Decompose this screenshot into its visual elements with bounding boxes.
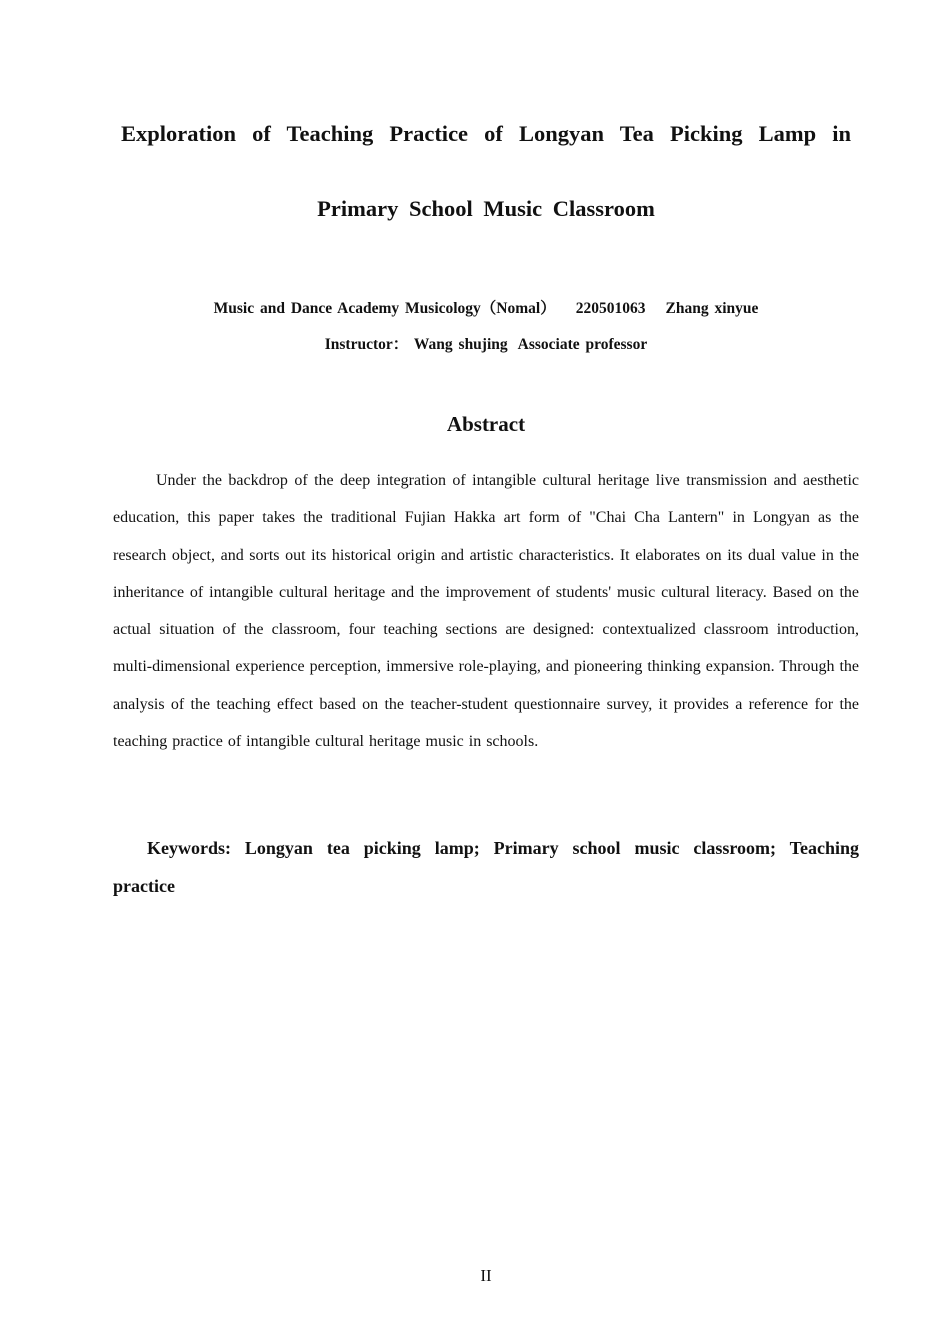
instructor-title: Associate professor <box>517 336 648 353</box>
abstract-heading: Abstract <box>446 412 526 436</box>
keywords-paragraph: Keywords: Longyan tea picking lamp; Primary school music classroom; Teaching practice <box>113 838 859 896</box>
author-name: Zhang xinyue <box>665 300 759 317</box>
paper-title-line-1: Exploration of Teaching Practice of Longyan Tea Picking Lamp in <box>121 121 851 146</box>
page-number: II <box>480 1266 492 1285</box>
abstract-body: Under the backdrop of the deep integration of intangible cultural heritage live transmission and aesthetic education, this paper takes the traditional Fujian Hakka art form of "Chai Cha Lantern" in Longyan as the research object, and sorts out its historical origin and artistic characteristics. It elaborates on its dual value in the inheritance of intangible cultural heritage and the improvement of students' music cultural literacy. Based on the actual situation of the classroom, four teaching sections are designed: contextualized classroom introduction, multi-dimensional experience perception, immersive role-playing, and pioneering thinking expansion. Through the analysis of the teaching effect based on the teacher-student questionnaire survey, it provides a reference for the teaching practice of intangible cultural heritage music in schools. <box>113 472 859 751</box>
paper-title <box>113 96 859 246</box>
author-department: Music and Dance Academy Musicology（Nomal） <box>213 300 556 317</box>
author-student-id: 220501063 <box>575 300 646 317</box>
instructor-label: Instructor： <box>324 336 409 353</box>
author-line <box>113 296 859 318</box>
paper-title-line-2: Primary School Music Classroom <box>317 196 655 221</box>
instructor-line <box>113 332 859 354</box>
instructor-name: Wang shujing <box>413 336 508 353</box>
